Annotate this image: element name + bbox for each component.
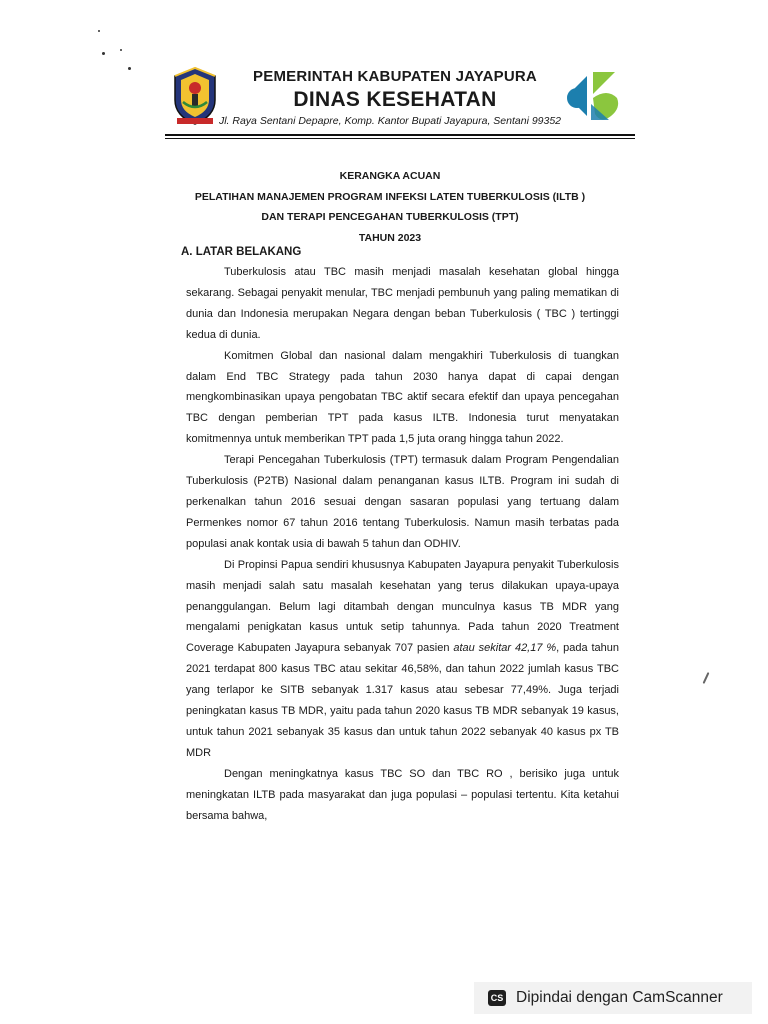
paragraph-4-part-a: Di Propinsi Papua sendiri khususnya Kabupaten Jayapura penyakit Tuberkulosis masih menjadi salah satu masalah kesehatan yang terus dilakukan upaya-upaya penanggulangan. Belum lagi ditambah dengan munculnya kasus TB MDR yang mengalami penigkatan kasus untuk setip tahunnya. Pada tahun 2020 Treatment Coverage Kabupaten Jayapura sebanyak 707 pasien [186,558,619,655]
scan-speck [102,52,105,55]
scan-speck [128,67,131,70]
paragraph-1: Tuberkulosis atau TBC masih menjadi masalah kesehatan global hingga sekarang. Sebagai penyakit menular, TBC menjadi pembunuh yang paling mematikan di dunia dan Indonesia merupakan Negara dengan beban Tuberkulosis ( TBC ) tertinggi kedua di dunia. [186,266,619,341]
org-line-1: PEMERINTAH KABUPATEN JAYAPURA [253,68,537,85]
scan-mark [703,672,710,684]
paragraph-3: Terapi Pencegahan Tuberkulosis (TPT) termasuk dalam Program Pengendalian Tuberkulosis (P2TB) Nasional dalam penanganan kasus ILTB. Program ini sudah di perkenalkan tahun 2016 sesuai dengan sasaran populasi yang tertuang dalam Permenkes nomor 67 tahun 2016 tentang Tuberkulosis. Namun masih terbatas pada populasi anak kontak usia di bawah 5 tahun dan ODHIV. [186,454,619,550]
paragraph-4 [186,555,619,764]
scan-speck [120,49,122,51]
scan-speck [98,30,100,32]
camscanner-watermark [474,982,752,1014]
regency-crest-icon [171,66,219,126]
health-ministry-logo-icon [563,68,625,124]
doc-title-4: TAHUN 2023 [358,231,422,244]
letterhead-rule [165,134,635,136]
address-line: Jl. Raya Sentani Depapre, Komp. Kantor Bupati Jayapura, Sentani 99352 [218,115,562,127]
doc-title-1: KERANGKA ACUAN [339,170,441,182]
paragraph-4-italic: atau sekitar 42,17 % [453,642,557,655]
letterhead [165,60,635,140]
org-line-2: DINAS KESEHATAN [293,88,497,111]
camscanner-text: Dipindai dengan CamScanner [516,989,723,1006]
document-title-block [180,166,600,248]
section-heading-a: A. LATAR BELAKANG [181,246,302,258]
paragraph-4-part-b: , pada tahun 2021 terdapat 800 kasus TBC atau sekitar 46,58%, dan tahun 2022 jumlah kasus TBC yang terlapor ke SITB sebanyak 1.317 kasus atau sebesar 77,49%. Juga terjadi peningkatan kasus TB MDR, yaitu pada tahun 2020 kasus TB MDR sebanyak 19 kasus, untuk tahun 2021 sebanyak 35 kasus dan untuk tahun 2022 sebanyak 40 kasus px TB MDR [186,642,619,759]
paragraph-2: Komitmen Global dan nasional dalam mengakhiri Tuberkulosis di tuangkan dalam End TBC Strategy pada tahun 2030 hanya dapat di capai dengan mengkombinasikan upaya pengobatan TBC aktif secara efektif dan upaya pencegahan TBC dengan pemberian TPT pada kasus ILTB. Indonesia turut menyatakan komitmennya untuk memberikan TPT pada 1,5 juta orang hingga tahun 2022. [186,349,619,446]
paragraph-5: Dengan meningkatnya kasus TBC SO dan TBC RO , berisiko juga untuk meningkatan ILTB pada masyarakat dan juga populasi – populasi tertentu. Kita ketahui bersama bahwa, [186,767,619,822]
camscanner-icon: CS [488,990,506,1006]
doc-title-2: PELATIHAN MANAJEMEN PROGRAM INFEKSI LATEN TUBERKULOSIS (ILTB ) [194,190,586,203]
letterhead-rule-thin [165,138,635,139]
body-text [186,262,619,826]
doc-title-3: DAN TERAPI PENCEGAHAN TUBERKULOSIS (TPT) [261,211,519,223]
